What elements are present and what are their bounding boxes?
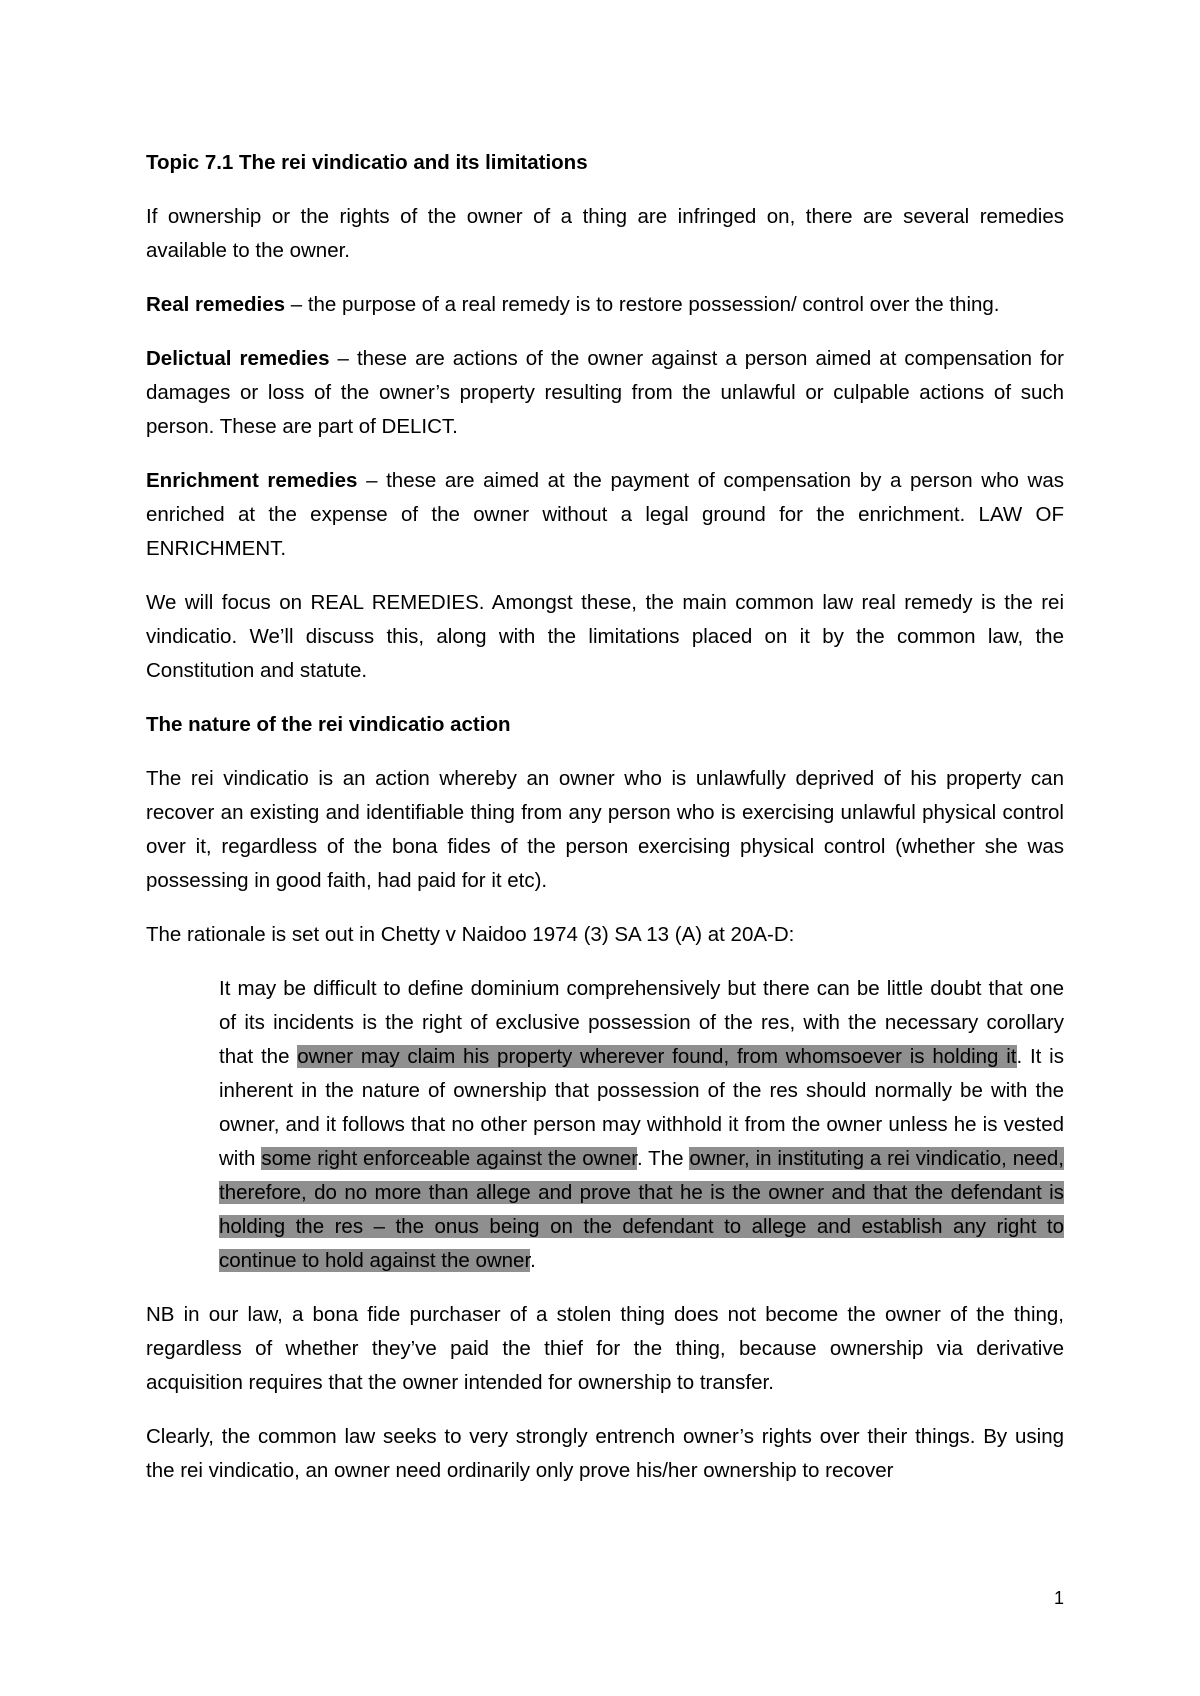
page-content xyxy=(146,146,1064,1508)
quote-part-1: It may be difficult to define dominium comprehensively but there can be little doubt that one of its incidents is the right of exclusive possession of the res, with the necessary corollary that the xyxy=(219,977,1064,1068)
page-number: 1 xyxy=(1053,1588,1064,1608)
focus-paragraph: We will focus on REAL REMEDIES. Amongst these, the main common law real remedy is the rei vindicatio. We’ll discuss this, along with the limitations placed on it by the common law, the Constitution and statute. xyxy=(146,591,1064,682)
enrichment-remedies-label: Enrichment remedies xyxy=(146,469,358,492)
closing-paragraph: Clearly, the common law seeks to very strongly entrench owner’s rights over their things. By using the rei vindicatio, an owner need ordinarily only prove his/her ownership to recover xyxy=(146,1425,1064,1482)
nature-heading: The nature of the rei vindicatio action xyxy=(146,713,511,736)
delictual-remedies-text: – these are actions of the owner against a person aimed at compensation for damages or loss of the owner’s property resulting from the unlawful or culpable actions of such person. These are part of DELICT. xyxy=(146,347,1064,438)
nature-paragraph: The rei vindicatio is an action whereby an owner who is unlawfully deprived of his property can recover an existing and identifiable thing from any person who is exercising unlawful physical control over it, regardless of the bona fides of the person exercising physical control (whether she was possessing in good faith, had paid for it etc). xyxy=(146,767,1064,892)
real-remedies-text: – the purpose of a real remedy is to restore possession/ control over the thing. xyxy=(285,293,1000,316)
nb-paragraph: NB in our law, a bona fide purchaser of a stolen thing does not become the owner of the thing, regardless of whether they’ve paid the thief for the thing, because ownership via derivative acquisition requires that the owner intended for ownership to transfer. xyxy=(146,1303,1064,1394)
case-quote xyxy=(219,972,1064,1278)
real-remedies-label: Real remedies xyxy=(146,293,286,316)
enrichment-remedies-paragraph xyxy=(146,464,1064,566)
topic-heading: Topic 7.1 The rei vindicatio and its limitations xyxy=(146,151,588,174)
quote-highlight-2: some right enforceable against the owner xyxy=(261,1147,637,1170)
delictual-remedies-paragraph xyxy=(146,342,1064,444)
quote-part-4: . xyxy=(530,1249,536,1272)
delictual-remedies-label: Delictual remedies xyxy=(146,347,330,370)
quote-highlight-3: owner, in instituting a rei vindicatio, need, therefore, do no more than allege and prove that he is the owner and that the defendant is holding the res – the onus being on the defendant to allege and establish any right to continue to hold against the owner xyxy=(219,1147,1064,1272)
enrichment-remedies-text: – these are aimed at the payment of compensation by a person who was enriched at the expense of the owner without a legal ground for the enrichment. LAW OF ENRICHMENT. xyxy=(146,469,1065,560)
quote-part-2: . It is inherent in the nature of ownership that possession of the res should normally be with the owner, and it follows that no other person may withhold it from the owner unless he is vested with xyxy=(219,1045,1064,1170)
intro-paragraph: If ownership or the rights of the owner of a thing are infringed on, there are several remedies available to the owner. xyxy=(146,205,1064,262)
quote-highlight-1: owner may claim his property wherever found, from whomsoever is holding it xyxy=(297,1045,1017,1068)
quote-part-3: . The xyxy=(636,1147,690,1170)
real-remedies-paragraph xyxy=(146,288,1064,322)
rationale-paragraph: The rationale is set out in Chetty v Naidoo 1974 (3) SA 13 (A) at 20A-D: xyxy=(146,923,795,946)
